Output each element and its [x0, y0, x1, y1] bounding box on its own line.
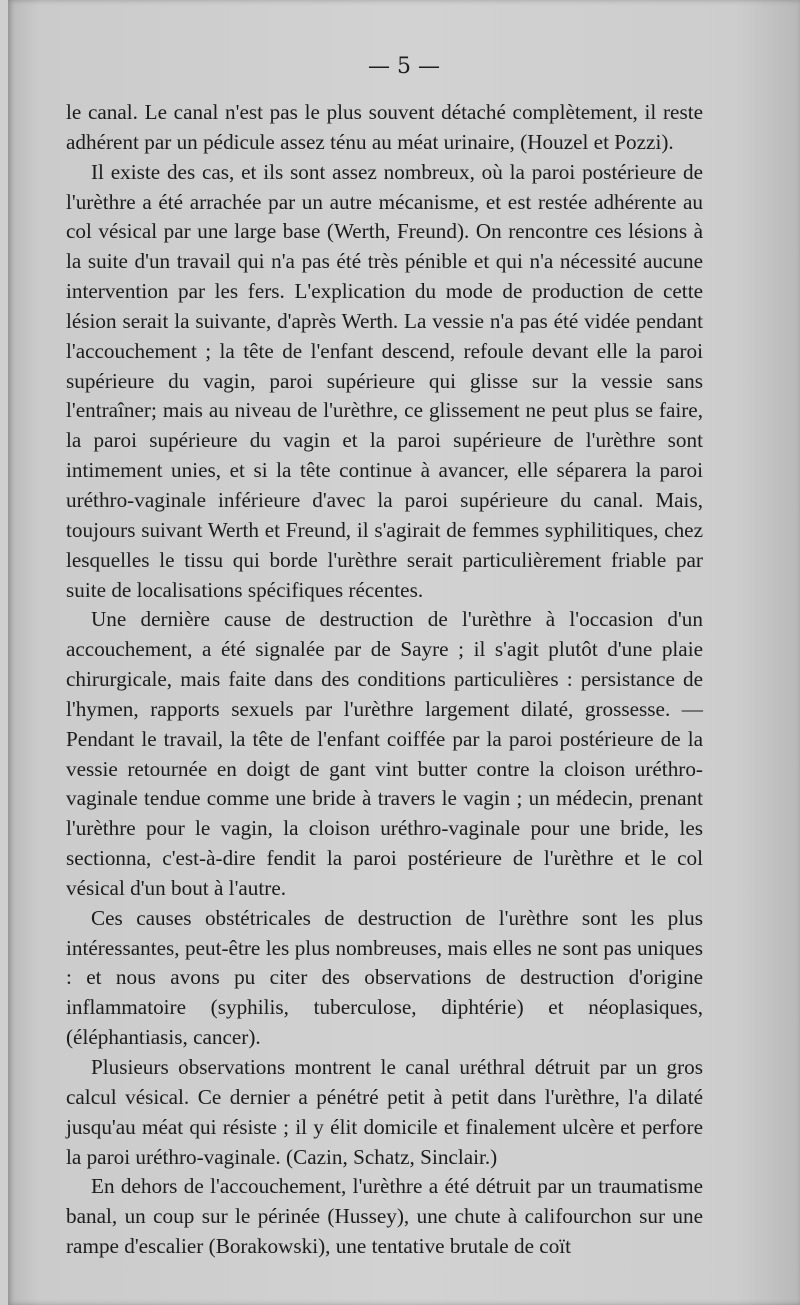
paragraph-5: Plusieurs observations montrent le canal uréthral détruit par un gros calcul vésical. Ce dernier a pénétré petit à petit dans l'urèthre, l'a dilaté jusqu'au méat qui résiste ; il y élit domicile et finalement ulcère et perfore la paroi uréthro-vaginale. (Cazin, Schatz, Sinclair.)	[66, 1055, 703, 1169]
paragraph-6: En dehors de l'accouchement, l'urèthre a été détruit par un traumatisme banal, un coup sur le périnée (Hussey), une chute à califourchon sur une rampe d'escalier (Borakowski), une tentative brutale de coït	[66, 1174, 703, 1259]
paragraph-2: Il existe des cas, et ils sont assez nombreux, où la paroi postérieure de l'urèthre a été arrachée par un autre mécanisme, et est restée adhérente au col vésical par une large base (Werth, Freund). On rencontre ces lésions à la suite d'un travail qui n'a pas été très pénible et qui n'a nécessité aucune intervention par les fers. L'explication du mode de production de cette lésion serait la suivante, d'après Werth. La vessie n'a pas été vidée pendant l'accouchement ; la tête de l'enfant descend, refoule devant elle la paroi supérieure du vagin, paroi supérieure qui glisse sur la vessie sans l'entraîner; mais au niveau de l'urèthre, ce glissement ne peut plus se faire, la paroi supérieure du vagin et la paroi supérieure de l'urèthre sont intimement unies, et si la tête continue à avancer, elle séparera la paroi uréthro-vaginale inférieure d'avec la paroi supérieure du canal. Mais, toujours suivant Werth et Freund, il s'agirait de femmes syphilitiques, chez lesquelles le tissu qui borde l'urèthre serait particulièrement friable par suite de localisations spécifiques récentes.	[66, 159, 703, 602]
body-text	[66, 98, 703, 1262]
paragraph-1: le canal. Le canal n'est pas le plus souvent détaché complètement, il reste adhérent par un pédicule assez ténu au méat urinaire, (Houzel et Pozzi).	[66, 100, 703, 154]
paragraph-3: Une dernière cause de destruction de l'urèthre à l'occasion d'un accouchement, a été signalée par de Sayre ; il s'agit plutôt d'une plaie chirurgicale, mais faite dans des conditions particulières : persistance de l'hymen, rapports sexuels par l'urèthre largement dilaté, grossesse. — Pendant le travail, la tête de l'enfant coiffée par la paroi postérieure de la vessie retournée en doigt de gant vint butter contre la cloison uréthro-vaginale tendue comme une bride à travers le vagin ; un médecin, prenant l'urèthre pour le vagin, la cloison uréthro-vaginale pour une bride, les sectionna, c'est-à-dire fendit la paroi postérieure de l'urèthre et le col vésical d'un bout à l'autre.	[66, 607, 703, 900]
book-page	[8, 0, 800, 1305]
paragraph-4: Ces causes obstétricales de destruction de l'urèthre sont les plus intéressantes, peut-être les plus nombreuses, mais elles ne sont pas uniques : et nous avons pu citer des observations de destruction d'origine inflammatoire (syphilis, tuberculose, diphtérie) et néoplasiques, (éléphantiasis, cancer).	[66, 905, 703, 1050]
page-number: — 5 —	[368, 54, 440, 79]
